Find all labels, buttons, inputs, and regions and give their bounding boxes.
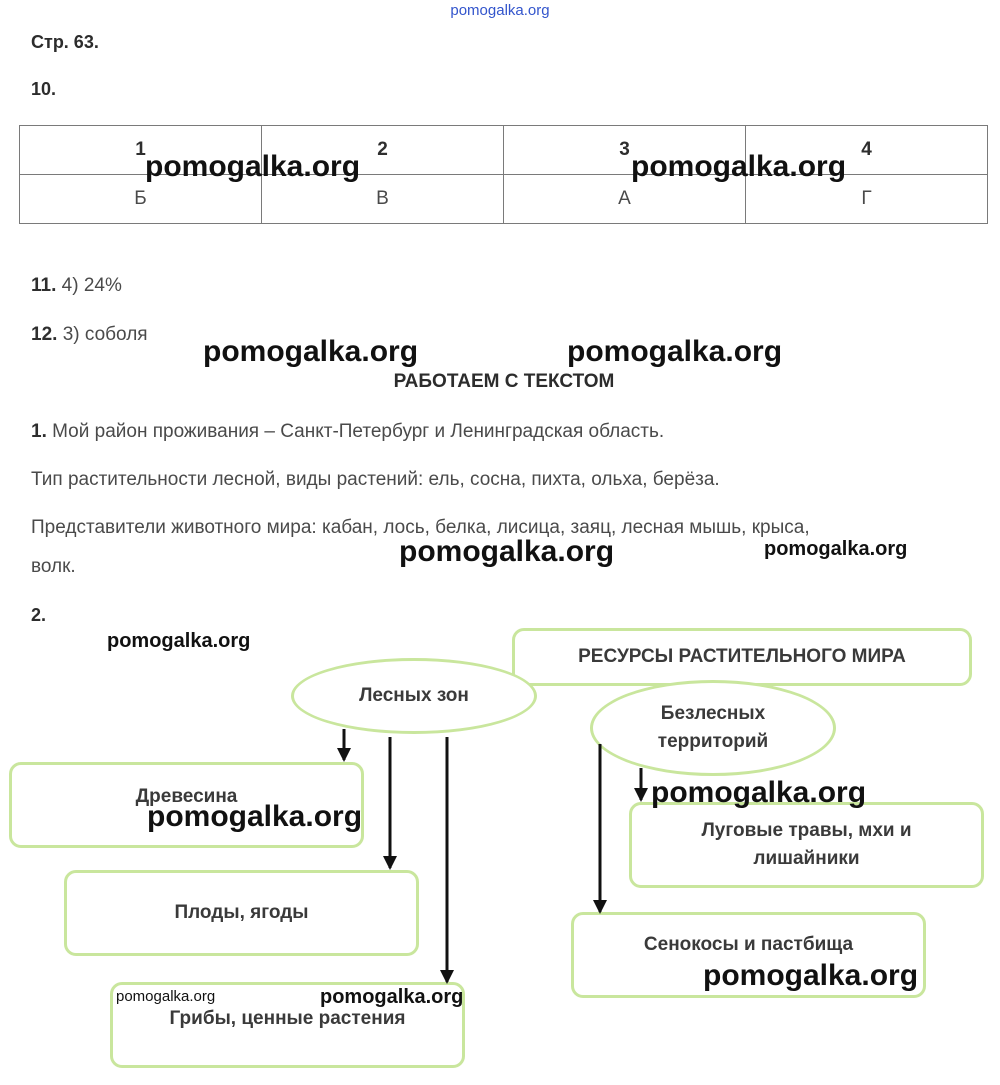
table-cell: Б [20,175,262,224]
table-cell: Г [746,175,988,224]
table-cell: В [262,175,504,224]
text1-number: 1. [31,421,47,442]
diagram-fruits-label: Плоды, ягоды [174,901,309,923]
watermark: pomogalka.org [107,630,251,652]
arrow-head-icon [634,788,648,802]
diagram-hay-label: Сенокосы и пастбища [643,933,854,955]
diagram-grass-label-2: лишайники [753,848,860,869]
watermark: pomogalka.org [145,150,361,183]
watermark: pomogalka.org [703,959,919,992]
diagram-mushrooms-label: Грибы, ценные растения [169,1008,406,1029]
page-label: Стр. 63. [31,32,99,52]
text2-number: 2. [31,605,47,625]
watermark: pomogalka.org [147,800,363,833]
top-watermark: pomogalka.org [450,2,550,19]
q12-answer: 3) соболя [62,324,148,345]
watermark: pomogalka.org [116,988,216,1005]
table-header-cell: 1 [20,126,262,175]
watermark: pomogalka.org [764,538,908,560]
q11-number: 11. [31,275,57,296]
table-header-cell: 3 [504,126,746,175]
text1-line1-text: Мой район проживания – Санкт-Петербург и Ленинградская область. [52,421,665,442]
table-header-cell: 4 [746,126,988,175]
text1-line3: Представители животного мира: кабан, лось, белка, лисица, заяц, лесная мышь, крыса, [31,517,810,538]
diagram-root-label: РЕСУРСЫ РАСТИТЕЛЬНОГО МИРА [578,645,906,667]
q10-number: 10. [31,79,57,99]
q12-number: 12. [31,324,58,345]
watermark: pomogalka.org [631,150,847,183]
q11-answer: 4) 24% [61,275,122,296]
diagram-nonforest-label-2: территорий [657,731,769,752]
watermark: pomogalka.org [320,986,464,1008]
arrow-head-icon [337,748,351,762]
table-cell: А [504,175,746,224]
text1-line2: Тип растительности лесной, виды растений: ель, сосна, пихта, ольха, берёза. [31,469,720,490]
watermark: pomogalka.org [399,535,615,568]
arrow-head-icon [440,970,454,984]
diagram-forest-label: Лесных зон [359,684,469,706]
watermark: pomogalka.org [567,335,783,368]
arrow-head-icon [383,856,397,870]
watermark: pomogalka.org [203,335,419,368]
diagram-nonforest-label-1: Безлесных [660,702,766,724]
text1-line4: волк. [31,556,76,577]
diagram-grass-label-1: Луговые травы, мхи и [701,820,912,842]
arrow-head-icon [593,900,607,914]
table-header-cell: 2 [262,126,504,175]
watermark: pomogalka.org [651,776,867,809]
diagram-wood-label: Древесина [135,785,238,807]
section-title: РАБОТАЕМ С ТЕКСТОМ [393,371,615,392]
